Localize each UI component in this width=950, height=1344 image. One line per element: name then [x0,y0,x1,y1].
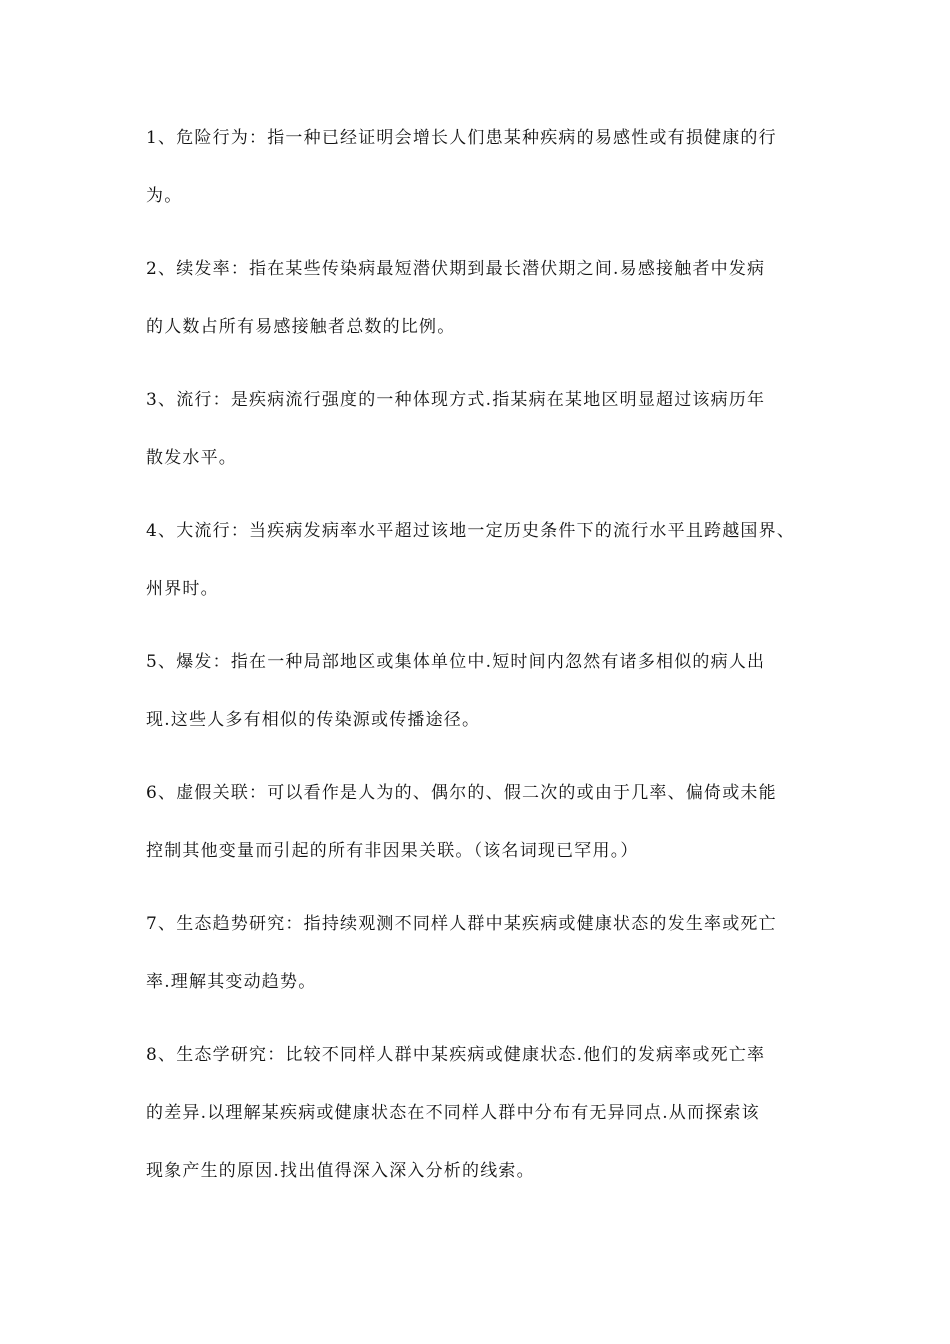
definition-entry-7 [146,904,810,1020]
definition-entry-2 [146,249,810,365]
entry-spacer [146,365,810,380]
entry-spacer [146,234,810,249]
entry-line: 率.理解其变动趋势。 [146,972,317,992]
entry-line: 2、续发率：指在某些传染病最短潜伏期到最长潜伏期之间.易感接触者中发病 [146,259,766,279]
entry-spacer [146,889,810,904]
entry-line: 1、危险行为：指一种已经证明会增长人们患某种疾病的易感性或有损健康的行 [146,128,777,148]
definition-entry-6 [146,773,810,889]
definition-entry-4 [146,511,810,627]
definition-entry-3 [146,380,810,496]
entry-line: 7、生态趋势研究：指持续观测不同样人群中某疾病或健康状态的发生率或死亡 [146,914,777,934]
definition-entry-5 [146,642,810,758]
entry-spacer [146,627,810,642]
definition-entry-1 [146,118,810,234]
entry-line: 3、流行：是疾病流行强度的一种体现方式.指某病在某地区明显超过该病历年 [146,390,766,410]
entry-line: 为。 [146,186,183,206]
entry-line: 现.这些人多有相似的传染源或传播途径。 [146,710,481,730]
entry-line: 6、虚假关联：可以看作是人为的、偶尔的、假二次的或由于几率、偏倚或未能 [146,783,777,803]
entry-line: 州界时。 [146,579,219,599]
entry-spacer [146,496,810,511]
entry-line: 8、生态学研究：比较不同样人群中某疾病或健康状态.他们的发病率或死亡率 [146,1045,766,1065]
entry-line: 控制其他变量而引起的所有非因果关联。（该名词现已罕用。） [146,841,639,861]
entry-line: 散发水平。 [146,448,237,468]
definition-entry-8 [146,1035,810,1209]
definition-list [146,118,810,1209]
entry-spacer [146,758,810,773]
entry-line: 的人数占所有易感接触者总数的比例。 [146,317,456,337]
entry-line: 5、爆发：指在一种局部地区或集体单位中.短时间内忽然有诸多相似的病人出 [146,652,766,672]
entry-spacer [146,1020,810,1035]
entry-line: 现象产生的原因.找出值得深入深入分析的线索。 [146,1161,535,1181]
entry-line: 4、大流行：当疾病发病率水平超过该地一定历史条件下的流行水平且跨越国界、 [146,521,796,541]
entry-line: 的差异.以理解某疾病或健康状态在不同样人群中分布有无异同点.从而探索该 [146,1103,760,1123]
